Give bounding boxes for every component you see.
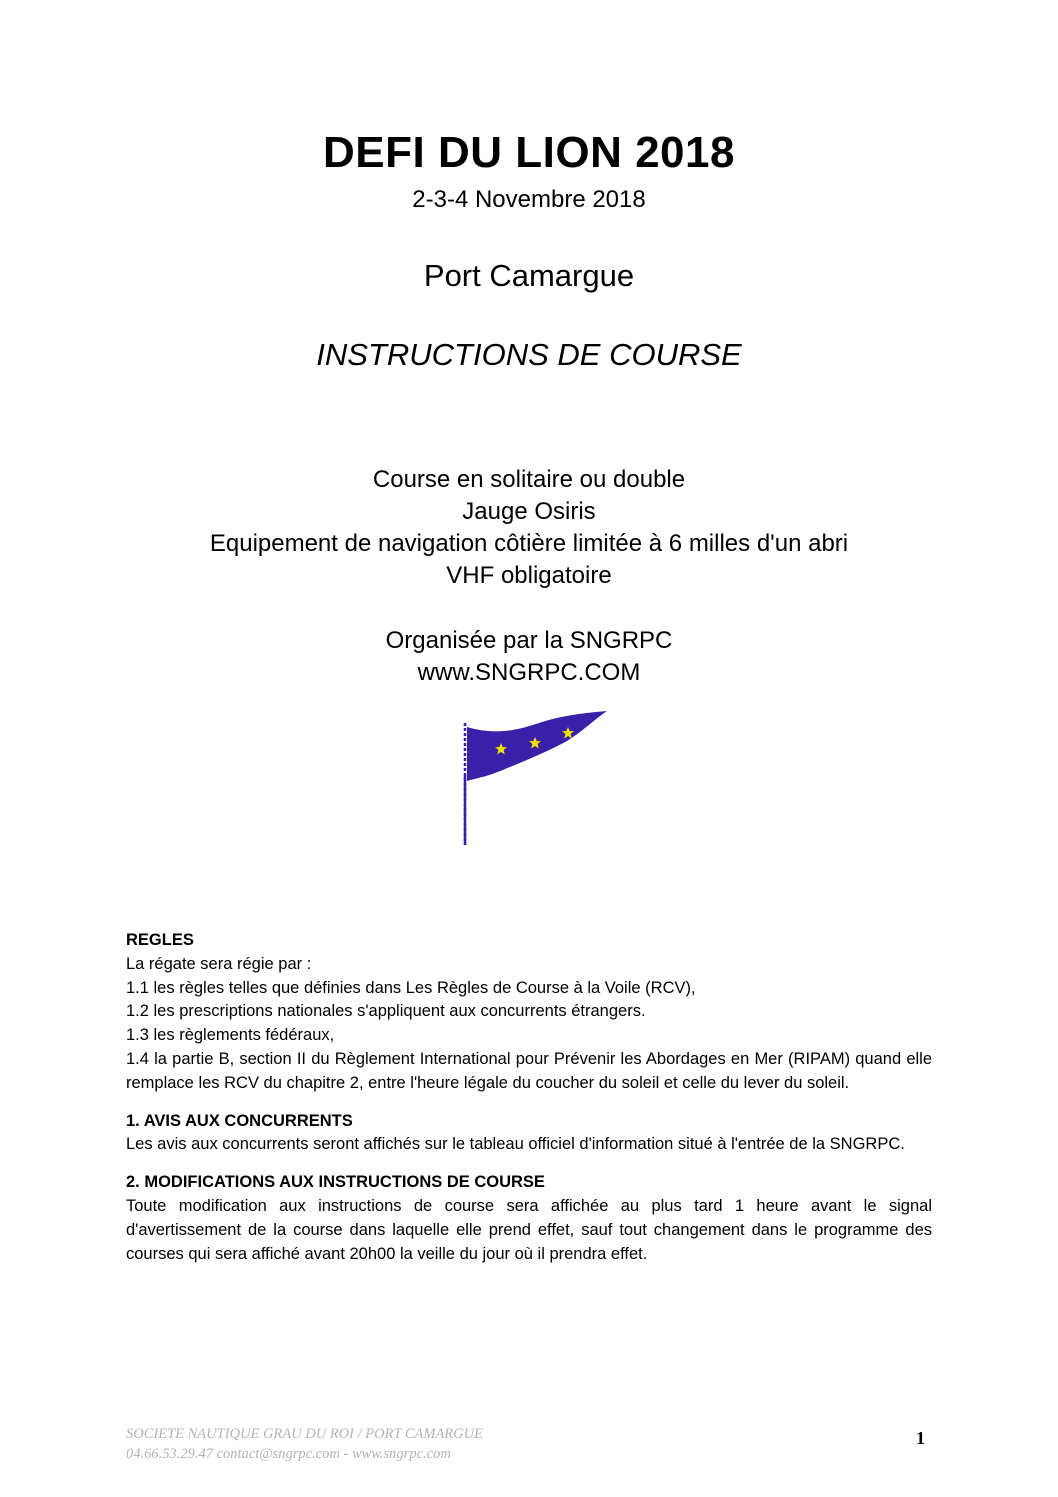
feature-line: Jauge Osiris bbox=[462, 498, 596, 525]
organizer-block bbox=[0, 625, 1058, 689]
event-dates: 2-3-4 Novembre 2018 bbox=[412, 186, 646, 213]
document-type: INSTRUCTIONS DE COURSE bbox=[316, 337, 742, 372]
page-title: DEFI DU LION 2018 bbox=[323, 128, 735, 177]
avis-text: Les avis aux concurrents seront affichés sur le tableau officiel d'information situé à l'entrée de la SNGRPC. bbox=[126, 1135, 905, 1154]
section-heading-modifications: 2. MODIFICATIONS AUX INSTRUCTIONS DE COURSE bbox=[126, 1173, 545, 1192]
feature-line: Course en solitaire ou double bbox=[372, 466, 686, 493]
event-location: Port Camargue bbox=[423, 258, 635, 293]
section-heading-regles: REGLES bbox=[126, 931, 194, 949]
page-footer bbox=[126, 1424, 483, 1464]
page-number: 1 bbox=[916, 1428, 925, 1448]
organizer-website: www.SNGRPC.COM bbox=[417, 659, 641, 686]
feature-line: Equipement de navigation côtière limitée à 6 milles d'un abri bbox=[209, 530, 849, 557]
organizer-line: Organisée par la SNGRPC bbox=[385, 627, 673, 654]
footer-club-name: SOCIETE NAUTIQUE GRAU DU ROI / PORT CAMARGUE bbox=[126, 1426, 483, 1442]
feature-line: VHF obligatoire bbox=[446, 562, 612, 589]
club-burgee-flag-icon bbox=[455, 705, 615, 847]
section-heading-avis: 1. AVIS AUX CONCURRENTS bbox=[126, 1111, 353, 1130]
regles-item: 1.2 les prescriptions nationales s'appliquent aux concurrents étrangers. bbox=[126, 1002, 646, 1021]
regles-intro: La régate sera régie par : bbox=[126, 954, 312, 973]
regles-item: 1.1 les règles telles que définies dans Les Règles de Course à la Voile (RCV), bbox=[126, 978, 696, 997]
race-features bbox=[0, 464, 1058, 592]
regles-item: 1.4 la partie B, section II du Règlement International pour Prévenir les Abordages en Mer (RIPAM) quand elle remplace les RCV du chapitre 2, entre l'heure légale du coucher du soleil et celle du lever du soleil. bbox=[126, 1049, 932, 1092]
regles-item: 1.3 les règlements fédéraux, bbox=[126, 1026, 335, 1045]
footer-contact: 04.66.53.29.47 contact@sngrpc.com - www.sngrpc.com bbox=[126, 1446, 451, 1462]
document-body bbox=[126, 929, 932, 1266]
modifications-text: Toute modification aux instructions de course sera affichée au plus tard 1 heure avant le signal d'avertissement de la course dans laquelle elle prend effet, sauf tout changement dans le programme des courses qui sera affiché avant 20h00 la veille du jour où il prendra effet. bbox=[126, 1196, 932, 1263]
